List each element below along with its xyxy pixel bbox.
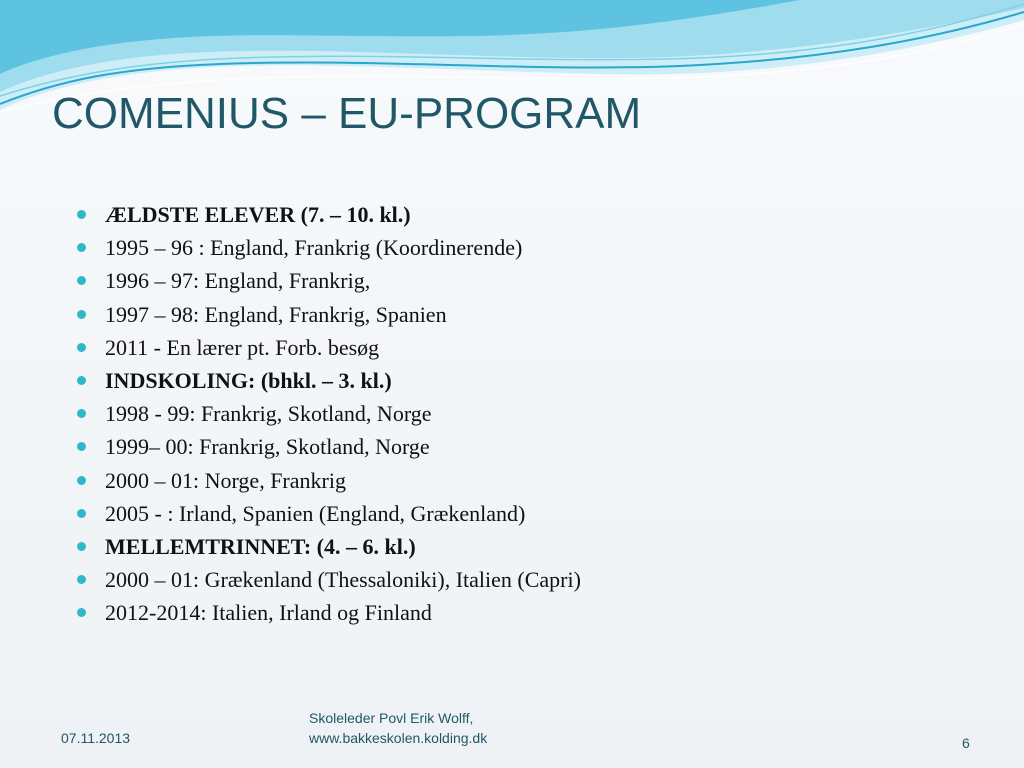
footer-page-number: 6 (962, 735, 970, 751)
footer-website: www.bakkeskolen.kolding.dk (309, 730, 488, 746)
bullet-item: 2000 – 01: Norge, Frankrig (76, 464, 581, 497)
footer-date: 07.11.2013 (61, 730, 131, 746)
bullet-item: 2005 - : Irland, Spanien (England, Grækenland) (76, 497, 581, 530)
bullet-item-section-header: INDSKOLING: (bhkl. – 3. kl.) (76, 364, 581, 397)
footer-author (309, 708, 487, 748)
bullet-list (76, 198, 581, 630)
bullet-item: 2011 - En lærer pt. Forb. besøg (76, 331, 581, 364)
bullet-item-section-header: ÆLDSTE ELEVER (7. – 10. kl.) (76, 198, 581, 231)
bullet-item: 2000 – 01: Grækenland (Thessaloniki), Italien (Capri) (76, 563, 581, 596)
slide-title: COMENIUS – EU-PROGRAM (52, 89, 642, 138)
bullet-item: 2012-2014: Italien, Irland og Finland (76, 596, 581, 629)
bullet-item: 1995 – 96 : England, Frankrig (Koordinerende) (76, 231, 581, 264)
bullet-item: 1996 – 97: England, Frankrig, (76, 264, 581, 297)
bullet-item: 1999– 00: Frankrig, Skotland, Norge (76, 430, 581, 463)
bullet-item: 1998 - 99: Frankrig, Skotland, Norge (76, 397, 581, 430)
footer-author-name: Skoleleder Povl Erik Wolff, (309, 710, 474, 726)
bullet-item-section-header: MELLEMTRINNET: (4. – 6. kl.) (76, 530, 581, 563)
bullet-item: 1997 – 98: England, Frankrig, Spanien (76, 298, 581, 331)
